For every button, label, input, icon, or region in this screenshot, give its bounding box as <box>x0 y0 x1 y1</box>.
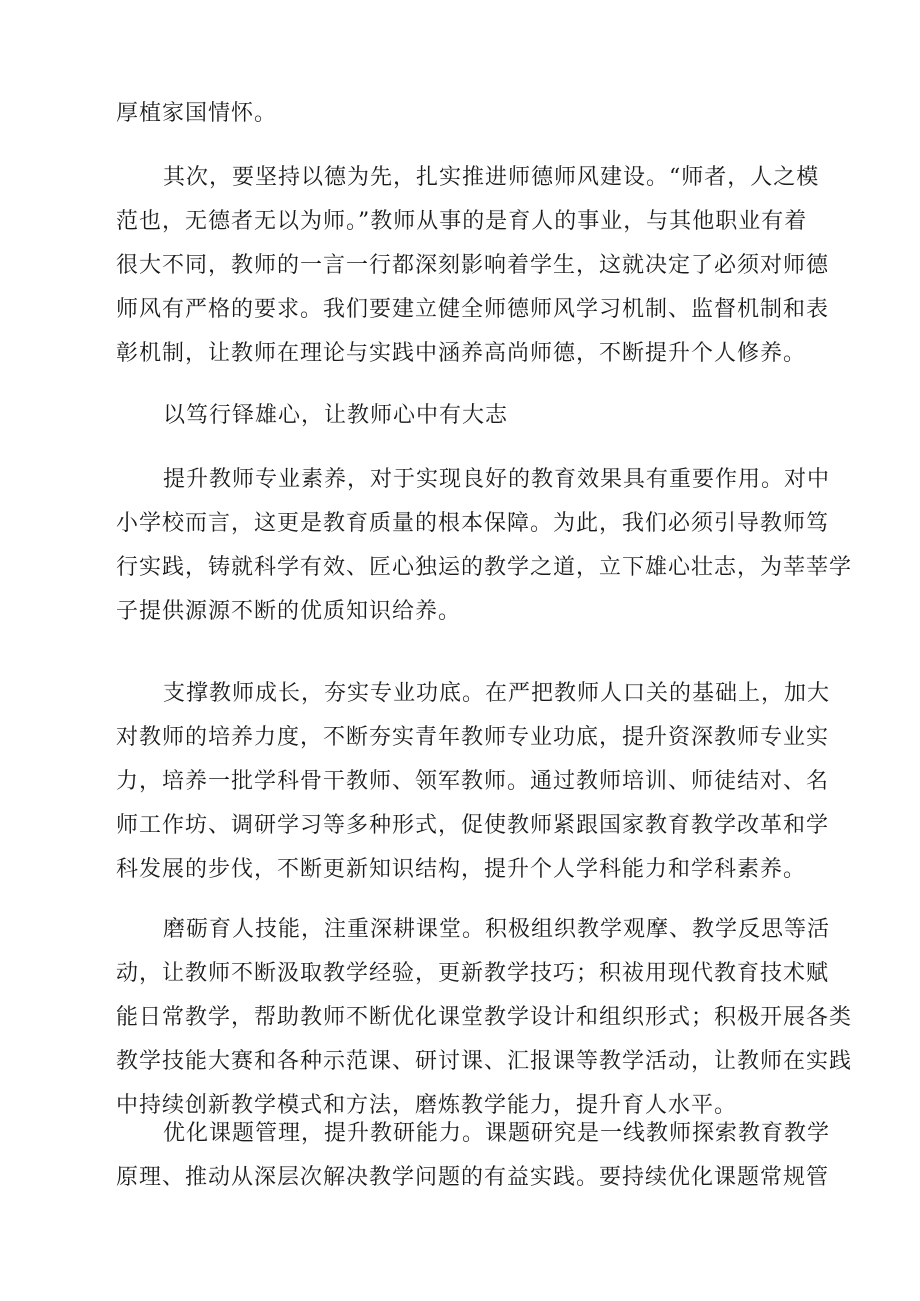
text-line: 力，培养一批学科骨干教师、领军教师。通过教师培训、师徒结对、名 <box>116 769 830 794</box>
text-line: 动，让教师不断汲取教学经验，更新教学技巧；积祓用现代教育技术赋 <box>116 961 830 986</box>
text-line: 优化课题管理，提升教研能力。课题研究是一线教师探索教育教学 <box>163 1121 831 1146</box>
text-line: 小学校而言，这更是教育质量的根本保障。为此，我们必须引导教师笃 <box>116 511 830 536</box>
text-line: 原理、推动从深层次解决教学问题的有益实践。要持续优化课题常规管 <box>116 1165 830 1190</box>
text-line: 师工作坊、调研学习等多种形式，促使教师紧跟国家教育教学改革和学 <box>116 813 830 838</box>
text-line: 厚植家国情怀。 <box>116 101 278 126</box>
text-line: 中持续创新教学模式和方法，磨炼教学能力，提升育人水平。 <box>116 1093 738 1118</box>
text-line: 其次，要坚持以德为先，扎实推进师德师风建设。“师者，人之模 <box>163 165 820 190</box>
text-line: 能日常教学，帮助教师不断优化课堂教学设计和组织形式；积极开展各类 <box>116 1005 853 1030</box>
text-line: 子提供源源不断的优质知识给养。 <box>116 599 462 624</box>
text-line: 磨砺育人技能，注重深耕课堂。积极组织教学观摩、教学反思等活 <box>163 917 831 942</box>
text-line: 科发展的步伐，不断更新知识结构，提升个人学科能力和学科素养。 <box>116 857 807 882</box>
text-line: 提升教师专业素养，对于实现良好的教育效果具有重要作用。对中 <box>163 467 831 492</box>
text-line: 范也，无德者无以为师。”教师从事的是育人的事业，与其他职业有着 <box>116 209 808 234</box>
text-line: 教学技能大赛和各种示范课、研讨课、汇报课等教学活动，让教师在实践 <box>116 1049 853 1074</box>
text-line: 师风有严格的要求。我们要建立健全师德师风学习机制、监督机制和表 <box>116 297 830 322</box>
text-line: 行实践，铸就科学有效、匠心独运的教学之道，立下雄心壮志，为莘莘学 <box>116 555 853 580</box>
text-line: 彰机制，让教师在理论与实践中涵养高尚师德，不断提升个人修养。 <box>116 341 807 366</box>
heading-text: 以笃行铎雄心，让教师心中有大志 <box>163 403 509 428</box>
text-line: 对教师的培养力度，不断夯实青年教师专业功底，提升资深教师专业实 <box>116 725 830 750</box>
text-line: 很大不同，教师的一言一行都深刻影响着学生，这就决定了必须对师德 <box>116 253 830 278</box>
text-line: 支撑教师成长，夯实专业功底。在严把教师人口关的基础上，加大 <box>163 681 831 706</box>
